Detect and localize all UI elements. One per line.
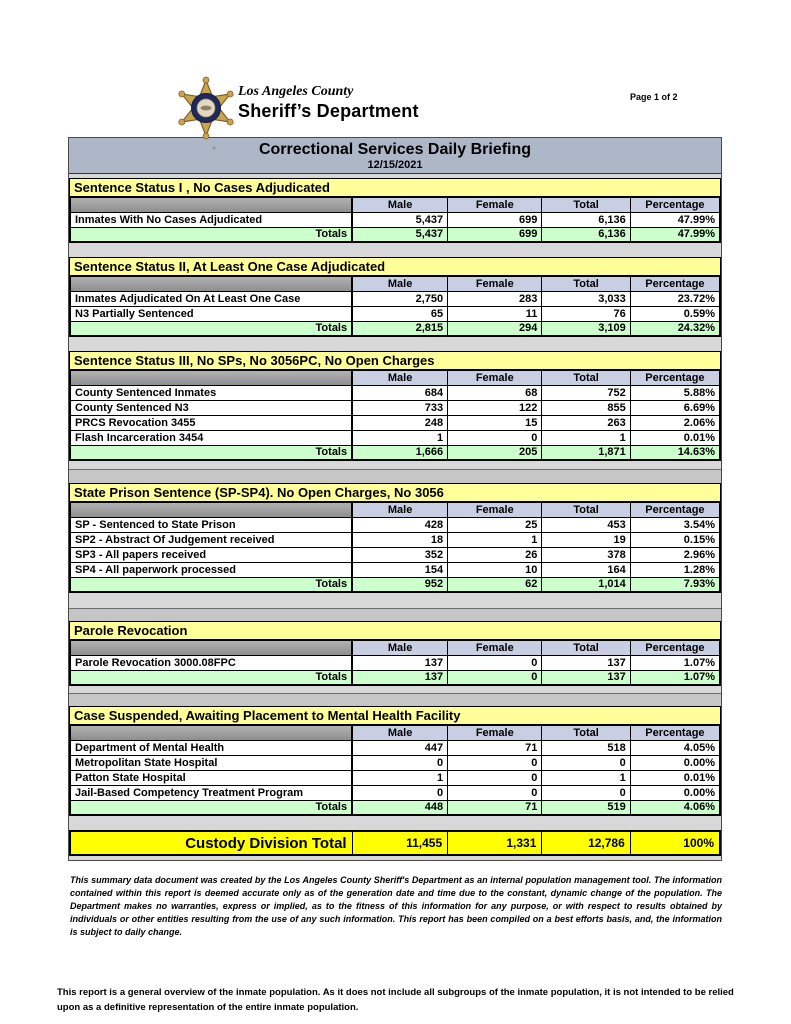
column-header-male: Male (352, 197, 448, 212)
cell-total: 3,033 (542, 291, 630, 306)
cell-total: 263 (542, 415, 630, 430)
column-header-total: Total (542, 725, 630, 740)
column-header-male: Male (352, 640, 448, 655)
cell-percentage: 2.06% (630, 415, 720, 430)
cell-male: 352 (352, 547, 448, 562)
totals-female: 699 (448, 227, 542, 242)
column-header-percentage: Percentage (630, 640, 720, 655)
cell-female: 10 (448, 562, 542, 577)
totals-male: 2,815 (352, 321, 448, 336)
cell-total: 137 (542, 655, 630, 670)
totals-male: 5,437 (352, 227, 448, 242)
cell-percentage: 3.54% (630, 517, 720, 532)
row-label: Patton State Hospital (70, 770, 352, 785)
table-row (70, 770, 720, 785)
totals-female: 71 (448, 800, 542, 815)
table-row (70, 532, 720, 547)
cell-female: 0 (448, 655, 542, 670)
cell-female: 26 (448, 547, 542, 562)
column-header-row (70, 502, 720, 517)
cell-male: 137 (352, 655, 448, 670)
section-case-suspended-mental-health (69, 706, 721, 816)
section-table (69, 724, 721, 816)
totals-percentage: 14.63% (630, 445, 720, 460)
column-header-female: Female (448, 640, 542, 655)
cell-percentage: 0.01% (630, 430, 720, 445)
spacer (69, 608, 721, 621)
row-label-header-cell (70, 725, 352, 740)
cell-female: 15 (448, 415, 542, 430)
section-sentence-status-3 (69, 351, 721, 461)
column-header-female: Female (448, 276, 542, 291)
agency-brand (238, 84, 419, 122)
cell-male: 0 (352, 785, 448, 800)
cell-female: 71 (448, 740, 542, 755)
totals-total: 1,871 (542, 445, 630, 460)
cell-male: 428 (352, 517, 448, 532)
cell-total: 378 (542, 547, 630, 562)
section-table (69, 369, 721, 461)
section-state-prison-sentence (69, 483, 721, 593)
custody-division-total-row (69, 830, 721, 856)
section-title: Parole Revocation (69, 621, 721, 640)
table-row (70, 385, 720, 400)
totals-total: 3,109 (542, 321, 630, 336)
page-number: Page 1 of 2 (630, 92, 678, 102)
cell-total: 855 (542, 400, 630, 415)
totals-percentage: 7.93% (630, 577, 720, 592)
column-header-percentage: Percentage (630, 197, 720, 212)
spacer (69, 243, 721, 257)
row-label: Metropolitan State Hospital (70, 755, 352, 770)
section-table (69, 196, 721, 243)
cell-male: 1 (352, 430, 448, 445)
totals-male: 137 (352, 670, 448, 685)
row-label-header-cell (70, 276, 352, 291)
totals-percentage: 47.99% (630, 227, 720, 242)
row-label: SP3 - All papers received (70, 547, 352, 562)
cell-percentage: 1.28% (630, 562, 720, 577)
totals-female: 294 (448, 321, 542, 336)
spacer (69, 337, 721, 351)
table-row (70, 291, 720, 306)
row-label: Jail-Based Competency Treatment Program (70, 785, 352, 800)
spacer (69, 816, 721, 830)
cell-male: 2,750 (352, 291, 448, 306)
row-label-header-cell (70, 370, 352, 385)
custody-total-female: 1,331 (448, 831, 542, 855)
cell-percentage: 47.99% (630, 212, 720, 227)
cell-total: 0 (542, 785, 630, 800)
cell-male: 0 (352, 755, 448, 770)
row-label: Inmates With No Cases Adjudicated (70, 212, 352, 227)
cell-male: 1 (352, 770, 448, 785)
totals-row (70, 577, 720, 592)
cell-female: 699 (448, 212, 542, 227)
cell-percentage: 0.00% (630, 755, 720, 770)
row-label-header-cell (70, 640, 352, 655)
table-row (70, 400, 720, 415)
section-sentence-status-2 (69, 257, 721, 337)
totals-total: 137 (542, 670, 630, 685)
cell-female: 0 (448, 785, 542, 800)
table-row (70, 740, 720, 755)
column-header-total: Total (542, 276, 630, 291)
column-header-total: Total (542, 197, 630, 212)
totals-percentage: 24.32% (630, 321, 720, 336)
column-header-total: Total (542, 640, 630, 655)
totals-label: Totals (70, 800, 352, 815)
report-title: Correctional Services Daily Briefing (258, 141, 532, 158)
cell-male: 684 (352, 385, 448, 400)
totals-label: Totals (70, 670, 352, 685)
row-label: SP4 - All paperwork processed (70, 562, 352, 577)
cell-female: 11 (448, 306, 542, 321)
cell-total: 164 (542, 562, 630, 577)
section-sentence-status-1 (69, 178, 721, 243)
column-header-percentage: Percentage (630, 370, 720, 385)
totals-total: 519 (542, 800, 630, 815)
cell-percentage: 6.69% (630, 400, 720, 415)
row-label: Flash Incarceration 3454 (70, 430, 352, 445)
table-row (70, 655, 720, 670)
cell-percentage: 0.01% (630, 770, 720, 785)
column-header-percentage: Percentage (630, 276, 720, 291)
column-header-total: Total (542, 370, 630, 385)
cell-percentage: 2.96% (630, 547, 720, 562)
cell-female: 68 (448, 385, 542, 400)
cell-female: 1 (448, 532, 542, 547)
cell-female: 283 (448, 291, 542, 306)
cell-male: 447 (352, 740, 448, 755)
totals-female: 0 (448, 670, 542, 685)
cell-total: 19 (542, 532, 630, 547)
column-header-male: Male (352, 370, 448, 385)
cell-total: 1 (542, 430, 630, 445)
totals-label: Totals (70, 445, 352, 460)
cell-female: 122 (448, 400, 542, 415)
disclaimer-text: This summary data document was created by the Los Angeles County Sheriff's Department as an internal population management tool. The information contained within this report is deemed accurate only as of the generation date and time due to the constant, dynamic change of the population. The Department makes no warranties, express or implied, as to the fitness of this information for any purpose, or with respect to results obtained by individuals or other entities resulting from the use of any such information. This report has been compiled on a best efforts basis, and, the information is subject to daily change. (70, 875, 722, 937)
column-header-female: Female (448, 370, 542, 385)
cell-male: 65 (352, 306, 448, 321)
section-table (69, 639, 721, 686)
table-row (70, 306, 720, 321)
column-header-row (70, 276, 720, 291)
row-label: PRCS Revocation 3455 (70, 415, 352, 430)
totals-total: 6,136 (542, 227, 630, 242)
sheriff-star-badge-icon (174, 72, 238, 168)
cell-male: 18 (352, 532, 448, 547)
totals-label: Totals (70, 321, 352, 336)
row-label: SP2 - Abstract Of Judgement received (70, 532, 352, 547)
totals-percentage: 1.07% (630, 670, 720, 685)
cell-percentage: 4.05% (630, 740, 720, 755)
spacer (69, 469, 721, 483)
column-header-row (70, 197, 720, 212)
totals-label: Totals (70, 577, 352, 592)
column-header-row (70, 370, 720, 385)
cell-total: 752 (542, 385, 630, 400)
spacer (69, 686, 721, 693)
section-table (69, 501, 721, 593)
row-label: SP - Sentenced to State Prison (70, 517, 352, 532)
column-header-female: Female (448, 197, 542, 212)
custody-total-total: 12,786 (542, 831, 630, 855)
row-label: Department of Mental Health (70, 740, 352, 755)
totals-male: 448 (352, 800, 448, 815)
cell-female: 0 (448, 770, 542, 785)
totals-label: Totals (70, 227, 352, 242)
row-label: Parole Revocation 3000.08FPC (70, 655, 352, 670)
cell-female: 0 (448, 755, 542, 770)
section-parole-revocation (69, 621, 721, 686)
column-header-row (70, 640, 720, 655)
custody-total-percentage: 100% (630, 831, 720, 855)
totals-female: 205 (448, 445, 542, 460)
custody-total-label: Custody Division Total (70, 831, 352, 855)
totals-total: 1,014 (542, 577, 630, 592)
totals-male: 1,666 (352, 445, 448, 460)
row-label: County Sentenced N3 (70, 400, 352, 415)
section-title: Sentence Status II, At Least One Case Adjudicated (69, 257, 721, 276)
report-body (68, 137, 722, 861)
totals-male: 952 (352, 577, 448, 592)
totals-row (70, 670, 720, 685)
section-title: State Prison Sentence (SP-SP4). No Open Charges, No 3056 (69, 483, 721, 502)
row-label-header-cell (70, 197, 352, 212)
report-date: 12/15/2021 (367, 159, 423, 171)
cell-male: 733 (352, 400, 448, 415)
row-label-header-cell (70, 502, 352, 517)
letterhead (0, 0, 791, 137)
section-title: Case Suspended, Awaiting Placement to Mental Health Facility (69, 706, 721, 725)
cell-total: 0 (542, 755, 630, 770)
cell-percentage: 5.88% (630, 385, 720, 400)
cell-male: 154 (352, 562, 448, 577)
column-header-male: Male (352, 276, 448, 291)
report-banner (69, 138, 721, 174)
spacer (69, 593, 721, 608)
footnote-text: This report is a general overview of the inmate population. As it does not include all subgroups of the inmate population, it is not intended to be relied upon as a definitive representation of the entire inmate population. (57, 987, 734, 1013)
totals-percentage: 4.06% (630, 800, 720, 815)
cell-percentage: 0.59% (630, 306, 720, 321)
spacer (69, 693, 721, 706)
column-header-female: Female (448, 502, 542, 517)
column-header-percentage: Percentage (630, 502, 720, 517)
table-row (70, 547, 720, 562)
column-header-percentage: Percentage (630, 725, 720, 740)
totals-row (70, 227, 720, 242)
column-header-total: Total (542, 502, 630, 517)
agency-name-line1: Los Angeles County (238, 84, 354, 99)
table-row (70, 785, 720, 800)
cell-total: 76 (542, 306, 630, 321)
custody-total-male: 11,455 (352, 831, 448, 855)
cell-percentage: 1.07% (630, 655, 720, 670)
totals-female: 62 (448, 577, 542, 592)
table-row (70, 212, 720, 227)
section-title: Sentence Status I , No Cases Adjudicated (69, 178, 721, 197)
row-label: Inmates Adjudicated On At Least One Case (70, 291, 352, 306)
row-label: N3 Partially Sentenced (70, 306, 352, 321)
totals-row (70, 321, 720, 336)
cell-total: 453 (542, 517, 630, 532)
cell-female: 0 (448, 430, 542, 445)
cell-percentage: 0.15% (630, 532, 720, 547)
section-title: Sentence Status III, No SPs, No 3056PC, No Open Charges (69, 351, 721, 370)
column-header-female: Female (448, 725, 542, 740)
spacer (69, 856, 721, 860)
table-row (70, 755, 720, 770)
table-row (70, 430, 720, 445)
table-row (70, 415, 720, 430)
cell-percentage: 23.72% (630, 291, 720, 306)
cell-total: 6,136 (542, 212, 630, 227)
cell-male: 5,437 (352, 212, 448, 227)
spacer (69, 461, 721, 469)
section-table (69, 275, 721, 337)
table-row (70, 517, 720, 532)
column-header-male: Male (352, 725, 448, 740)
totals-row (70, 445, 720, 460)
agency-name-line2: Sheriff’s Department (238, 101, 419, 121)
totals-row (70, 800, 720, 815)
column-header-row (70, 725, 720, 740)
cell-total: 1 (542, 770, 630, 785)
cell-total: 518 (542, 740, 630, 755)
row-label: County Sentenced Inmates (70, 385, 352, 400)
cell-male: 248 (352, 415, 448, 430)
cell-percentage: 0.00% (630, 785, 720, 800)
cell-female: 25 (448, 517, 542, 532)
table-row (70, 562, 720, 577)
column-header-male: Male (352, 502, 448, 517)
